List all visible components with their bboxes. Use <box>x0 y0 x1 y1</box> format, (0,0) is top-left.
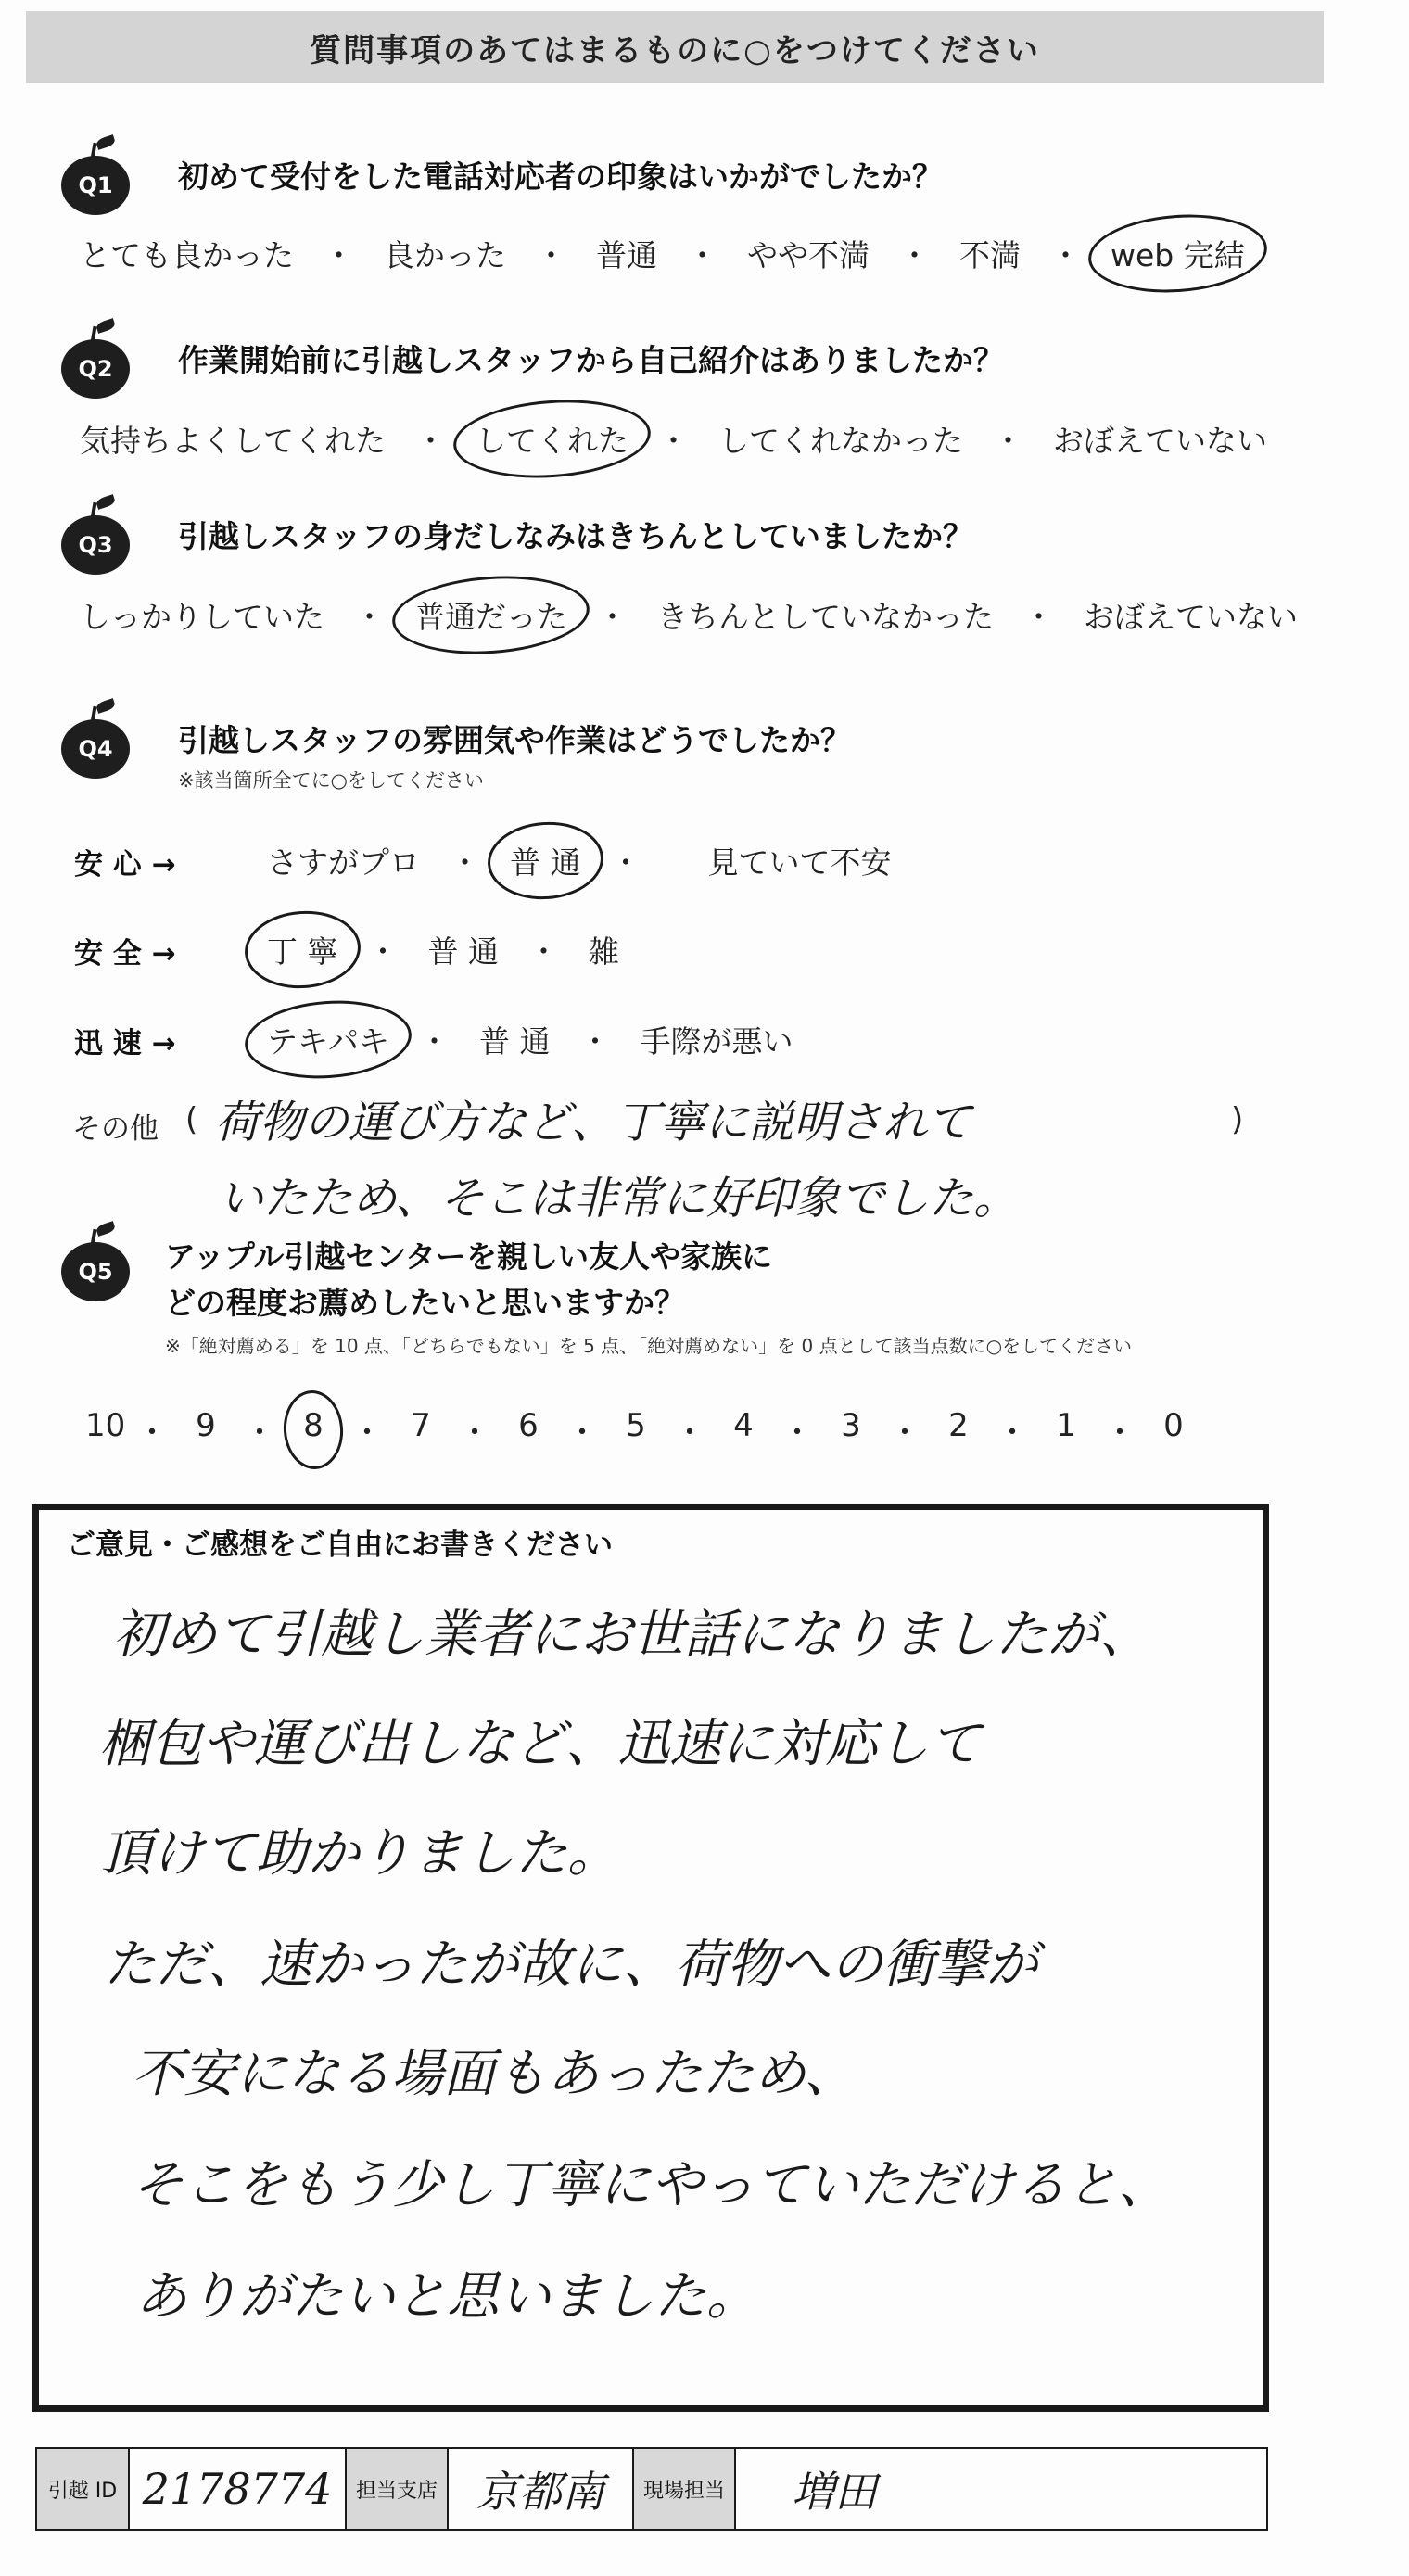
q5-question-line1: アップル引越センターを親しい友人や家族に <box>165 1238 773 1275</box>
q3-option-selected[interactable]: 普通だった <box>409 593 573 637</box>
comment-line: 梱包や運び出しなど、迅速に対応して <box>98 1714 981 1774</box>
branch-label: 担当支店 <box>347 2449 449 2529</box>
q1-badge: Q1 <box>61 156 130 215</box>
q4-row-label-anzen: 安 全 → <box>74 937 176 971</box>
q4-option[interactable]: さすがプロ <box>267 844 420 881</box>
q1-option[interactable]: とても良かった <box>80 237 294 273</box>
site-staff-label: 現場担当 <box>634 2449 736 2529</box>
q4-option-selected[interactable]: 丁 寧 <box>261 928 344 971</box>
q4-option[interactable]: 普 通 <box>479 1023 551 1060</box>
move-id-value: 2178774 <box>130 2449 347 2529</box>
q4-row-label-jinsoku: 迅 速 → <box>74 1027 176 1060</box>
score-option[interactable]: 3 <box>841 1407 861 1444</box>
q4-other-text-line: いたため、そこは非常に好印象でした。 <box>219 1173 1019 1225</box>
comment-line: 不安になる場面もあったため、 <box>132 2044 857 2104</box>
site-staff-value: 増田 <box>792 2467 877 2517</box>
q4-row-anzen: 丁 寧 ・ 普 通 ・ 雑 <box>261 928 625 971</box>
header-title: 質問事項のあてはまるものに○をつけてください <box>310 32 1040 70</box>
score-option[interactable]: 9 <box>196 1407 216 1444</box>
q3-question: 引越しスタッフの身だしなみはきちんとしていましたか？ <box>178 518 973 554</box>
score-option[interactable]: 4 <box>733 1407 754 1444</box>
footer-info-table <box>35 2447 1268 2531</box>
q3-option[interactable]: きちんとしていなかった <box>657 599 994 635</box>
q4-option-selected[interactable]: テキパキ <box>261 1018 395 1061</box>
q4-option-selected[interactable]: 普 通 <box>504 839 587 882</box>
header-band <box>26 11 1324 83</box>
score-option[interactable]: 0 <box>1163 1407 1184 1444</box>
q4-badge: Q4 <box>61 719 130 779</box>
q1-option[interactable]: 良かった <box>384 237 506 273</box>
q4-option[interactable]: 見ていて不安 <box>707 844 892 881</box>
score-option[interactable]: 7 <box>411 1407 431 1444</box>
q1-option[interactable]: 不満 <box>959 237 1021 273</box>
comment-line: ただ、速かったが故に、荷物への衝撃が <box>104 1935 1038 1995</box>
q4-row-jinsoku: テキパキ ・ 普 通 ・ 手際が悪い <box>261 1018 799 1061</box>
q1-options: とても良かった ・ 良かった ・ 普通 ・ やや不満 ・ 不満 ・ web 完結 <box>74 232 1250 275</box>
q4-option[interactable]: 雑 <box>589 933 619 970</box>
q2-options: 気持ちよくしてくれた ・ してくれた ・ してくれなかった ・ おぼえていない <box>74 417 1273 461</box>
q5-score-scale: 10 ・ 9 ・ 8 ・ 7 ・ 6 ・ 5 ・ 4 ・ 3 ・ 2 ・ 1 ・ 0 <box>85 1407 1187 1453</box>
score-option-selected[interactable]: 8 <box>300 1407 326 1453</box>
q4-other-label: その他 <box>72 1112 159 1146</box>
branch-value: 京都南 <box>449 2449 634 2529</box>
move-id-label: 引越 ID <box>37 2449 130 2529</box>
score-option[interactable]: 6 <box>518 1407 539 1444</box>
comment-line: そこをもう少し丁寧にやっていただけると、 <box>132 2155 1170 2215</box>
score-option[interactable]: 2 <box>948 1407 969 1444</box>
other-open-paren: ( <box>185 1101 198 1138</box>
q4-option[interactable]: 手際が悪い <box>640 1023 793 1060</box>
comment-line: ありがたいと思いました。 <box>135 2266 758 2327</box>
q1-option[interactable]: やや不満 <box>747 237 870 273</box>
q5-badge: Q5 <box>61 1242 130 1301</box>
comments-title: ご意見・ご感想をご自由にお書きください <box>67 1529 613 1562</box>
q2-option[interactable]: 気持ちよくしてくれた <box>80 423 386 459</box>
q3-option[interactable]: おぼえていない <box>1084 599 1298 635</box>
q4-other-text-line: 荷物の運び方など、丁寧に説明されて <box>215 1097 972 1148</box>
q5-question-line2: どの程度お薦めしたいと思いますか？ <box>165 1285 685 1321</box>
q1-option[interactable]: 普通 <box>596 237 657 273</box>
q2-badge: Q2 <box>61 339 130 399</box>
q4-row-label-anshin: 安 心 → <box>74 848 176 882</box>
q2-question: 作業開始前に引越しスタッフから自己紹介はありましたか？ <box>178 342 1004 378</box>
score-option[interactable]: 5 <box>626 1407 646 1444</box>
q4-option[interactable]: 普 通 <box>427 933 499 970</box>
score-option[interactable]: 1 <box>1056 1407 1076 1444</box>
q1-question: 初めて受付をした電話対応者の印象はいかがでしたか？ <box>178 159 943 195</box>
q3-options: しっかりしていた ・ 普通だった ・ きちんとしていなかった ・ おぼえていない <box>74 593 1303 637</box>
q2-option[interactable]: してくれなかった <box>718 423 963 459</box>
q2-option[interactable]: おぼえていない <box>1053 423 1267 459</box>
comment-line: 頂けて助かりました。 <box>100 1823 619 1884</box>
q3-badge: Q3 <box>61 515 130 575</box>
q4-note: ※該当箇所全てに○をしてください <box>178 769 484 792</box>
other-close-paren: ) <box>1231 1101 1244 1138</box>
comment-line: 初めて引越し業者にお世話になりましたが、 <box>113 1605 1151 1665</box>
q5-note: ※「絶対薦める」を 10 点、「どちらでもない」を 5 点、「絶対薦めない」を 0 点として該当点数に○をしてください <box>165 1335 1133 1357</box>
q4-row-anshin: さすがプロ ・ 普 通 ・ 見ていて不安 <box>261 839 897 882</box>
score-option[interactable]: 10 <box>85 1407 126 1444</box>
separator-dot: ・ <box>324 237 354 273</box>
q4-question: 引越しスタッフの雰囲気や作業はどうでしたか？ <box>178 722 851 758</box>
q3-option[interactable]: しっかりしていた <box>80 599 324 635</box>
q1-option-selected[interactable]: web 完結 <box>1105 232 1250 275</box>
q2-option-selected[interactable]: してくれた <box>470 417 634 461</box>
comments-box[interactable] <box>32 1504 1269 2412</box>
